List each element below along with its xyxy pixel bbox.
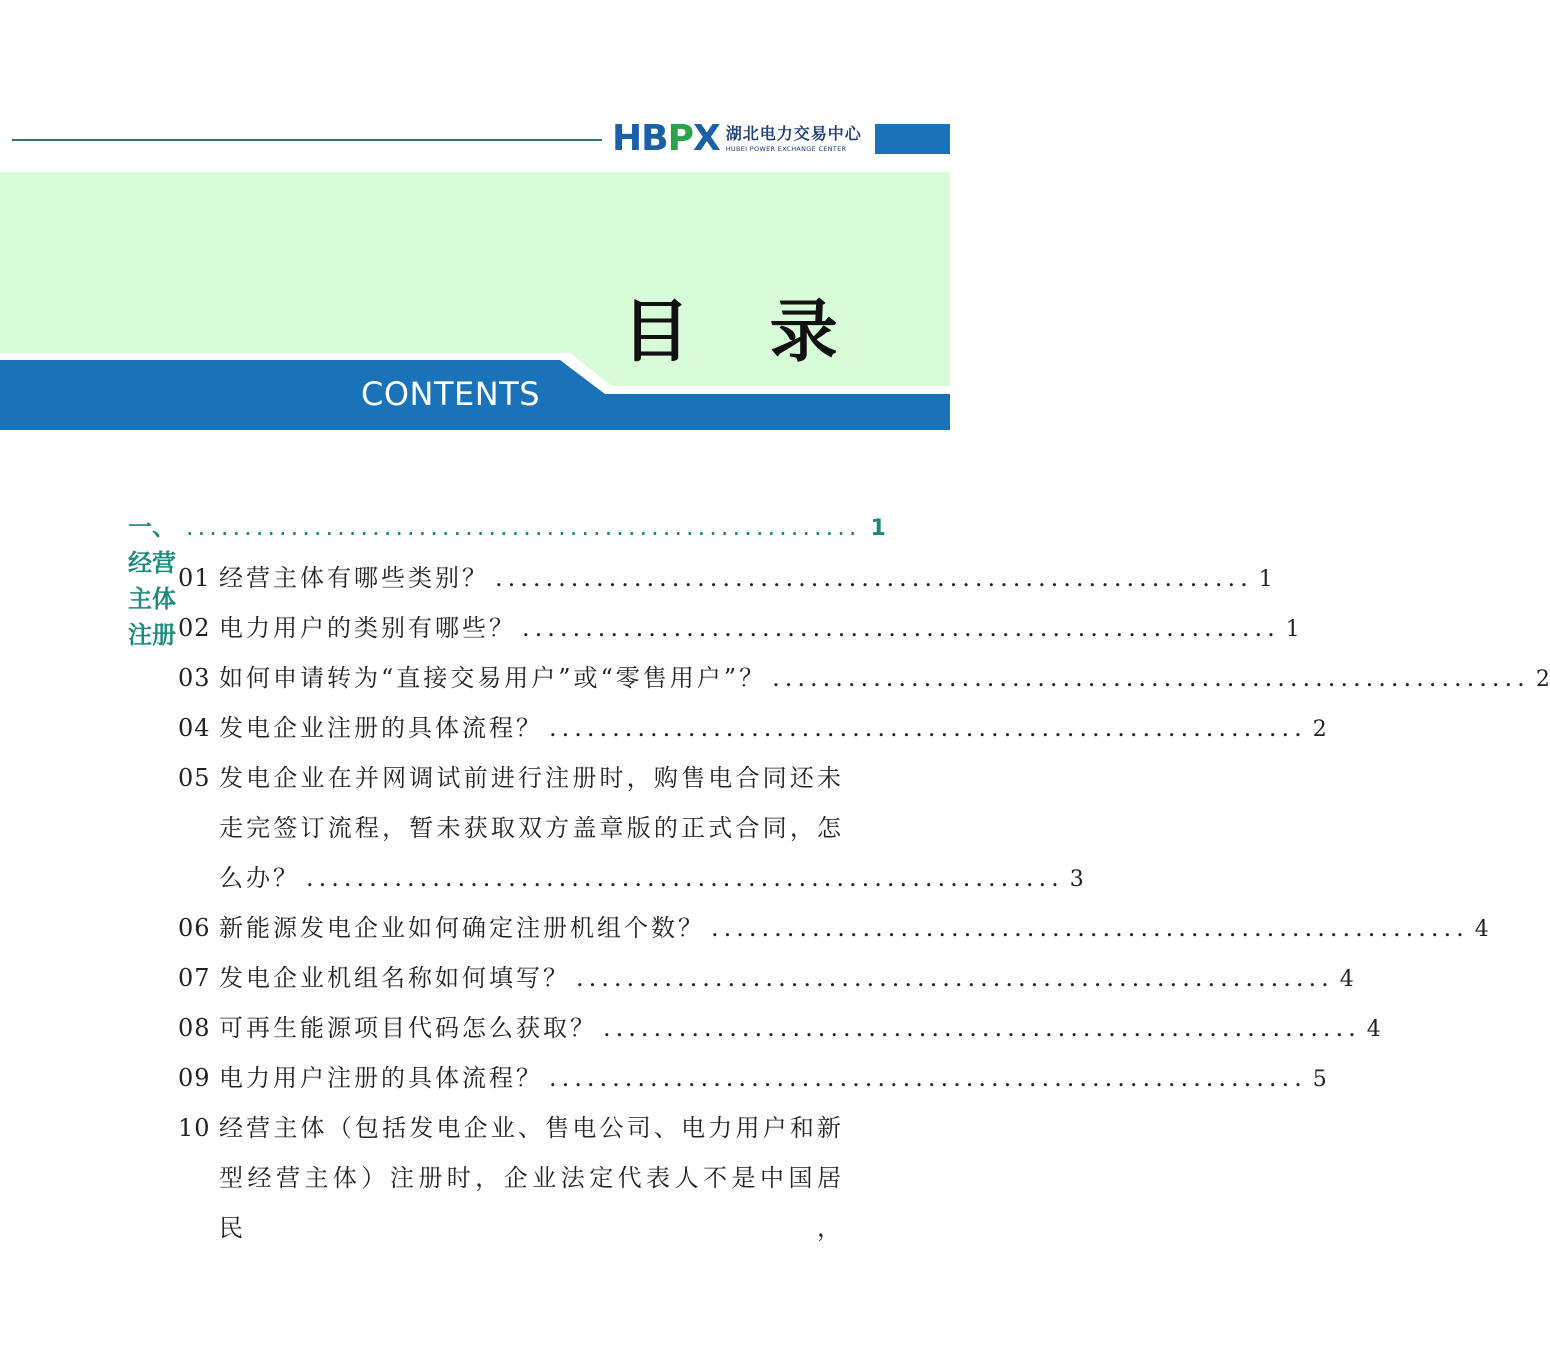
toc-item[interactable] <box>178 553 1273 605</box>
toc-item-text: 发电企业在并网调试前进行注册时，购售电合同还未 <box>219 764 844 792</box>
toc-item-row <box>178 953 1354 1005</box>
toc-item-text: 电力用户的类别有哪些？ <box>219 614 516 642</box>
toc-item-row <box>178 603 1300 655</box>
toc-item-page-number: 4 <box>1366 1017 1381 1042</box>
toc-item[interactable] <box>178 1003 1381 1055</box>
toc-item-row <box>178 1003 1381 1055</box>
logo-chinese-name: 湖北电力交易中心 <box>725 124 862 143</box>
toc-item-page-number: 1 <box>1258 567 1273 592</box>
toc-item-continuation <box>178 803 844 853</box>
toc-item[interactable] <box>178 703 1327 755</box>
toc-item[interactable] <box>178 653 1550 705</box>
toc-item-text: 如何申请转为“直接交易用户”或“零售用户”？ <box>219 664 767 692</box>
dot-leader: ............................................................ <box>549 714 1307 742</box>
toc-item-row <box>178 553 1273 605</box>
toc-item-page-number: 4 <box>1474 917 1489 942</box>
toc-item-row <box>178 903 1489 955</box>
toc-item-text: 电力用户注册的具体流程？ <box>219 1064 543 1092</box>
toc-item-continuation <box>178 853 1087 905</box>
toc-item-text: 经营主体有哪些类别？ <box>219 564 489 592</box>
dot-leader: ............................................................ <box>576 964 1334 992</box>
toc-item-page-number: 2 <box>1312 717 1327 742</box>
dot-leader: ............................................................ <box>772 664 1530 692</box>
toc-item-number: 07 <box>178 964 211 992</box>
toc-item-page-number: 2 <box>1535 667 1550 692</box>
toc-item-number: 03 <box>178 664 211 692</box>
toc-item-text: 新能源发电企业如何确定注册机组个数？ <box>219 914 705 942</box>
header-rule <box>12 139 602 141</box>
dot-leader: ............................................................ <box>711 914 1469 942</box>
toc-item-page-number: 4 <box>1339 967 1354 992</box>
logo-english-name: HUBEI POWER EXCHANGE CENTER <box>725 145 847 153</box>
page-title: 目 录 <box>622 292 866 372</box>
dot-leader: ............................................................ <box>306 864 1064 892</box>
toc-item-row <box>178 703 1327 755</box>
toc-item-text: 么办？ <box>219 864 300 892</box>
toc-item-number: 05 <box>178 764 211 792</box>
toc-item-text: 可再生能源项目代码怎么获取？ <box>219 1014 597 1042</box>
toc-item-number: 10 <box>178 1114 211 1142</box>
toc-item-number: 09 <box>178 1064 211 1092</box>
toc-item-page-number: 5 <box>1312 1067 1327 1092</box>
logo <box>612 120 862 158</box>
page-subtitle: CONTENTS <box>361 375 541 413</box>
toc-item-number: 04 <box>178 714 211 742</box>
toc-item-text: 发电企业机组名称如何填写？ <box>219 964 570 992</box>
toc-item[interactable] <box>178 903 1489 955</box>
section-label: 一、经营主体注册 <box>128 513 176 649</box>
toc-item-row <box>178 1053 1327 1105</box>
toc-item-number: 08 <box>178 1014 211 1042</box>
toc-item[interactable] <box>178 953 1354 1005</box>
toc-item-text: 发电企业注册的具体流程？ <box>219 714 543 742</box>
toc-item-number: 06 <box>178 914 211 942</box>
dot-leader: ............................................................ <box>603 1014 1361 1042</box>
toc-item-text: 型经营主体）注册时，企业法定代表人不是中国居民， <box>219 1164 844 1242</box>
toc-item-continuation <box>178 1153 844 1253</box>
toc-item-text: 经营主体（包括发电企业、售电公司、电力用户和新 <box>219 1114 844 1142</box>
toc-item-page-number: 1 <box>1285 617 1300 642</box>
toc-item-row <box>178 1103 844 1153</box>
toc-item-number: 01 <box>178 564 211 592</box>
toc-item[interactable] <box>178 603 1300 655</box>
toc-item[interactable] <box>178 1103 844 1253</box>
toc-item-row <box>178 753 844 803</box>
toc-item[interactable] <box>178 1053 1327 1105</box>
toc-item[interactable] <box>178 753 1087 905</box>
dot-leader: ............................................................ <box>522 614 1280 642</box>
toc-item-text: 走完签订流程，暂未获取双方盖章版的正式合同，怎 <box>219 814 844 842</box>
logo-mark: HBPX <box>612 118 720 159</box>
header-accent-bar <box>875 124 950 154</box>
section-page-number: 1 <box>870 516 886 541</box>
dot-leader: ............................................................ <box>549 1064 1307 1092</box>
toc-item-page-number: 3 <box>1069 867 1087 892</box>
dot-leader: .......................................................... <box>186 513 861 541</box>
dot-leader: ............................................................ <box>495 564 1253 592</box>
logo-text <box>726 124 862 154</box>
toc-item-number: 02 <box>178 614 211 642</box>
toc-item-row <box>178 653 1550 705</box>
